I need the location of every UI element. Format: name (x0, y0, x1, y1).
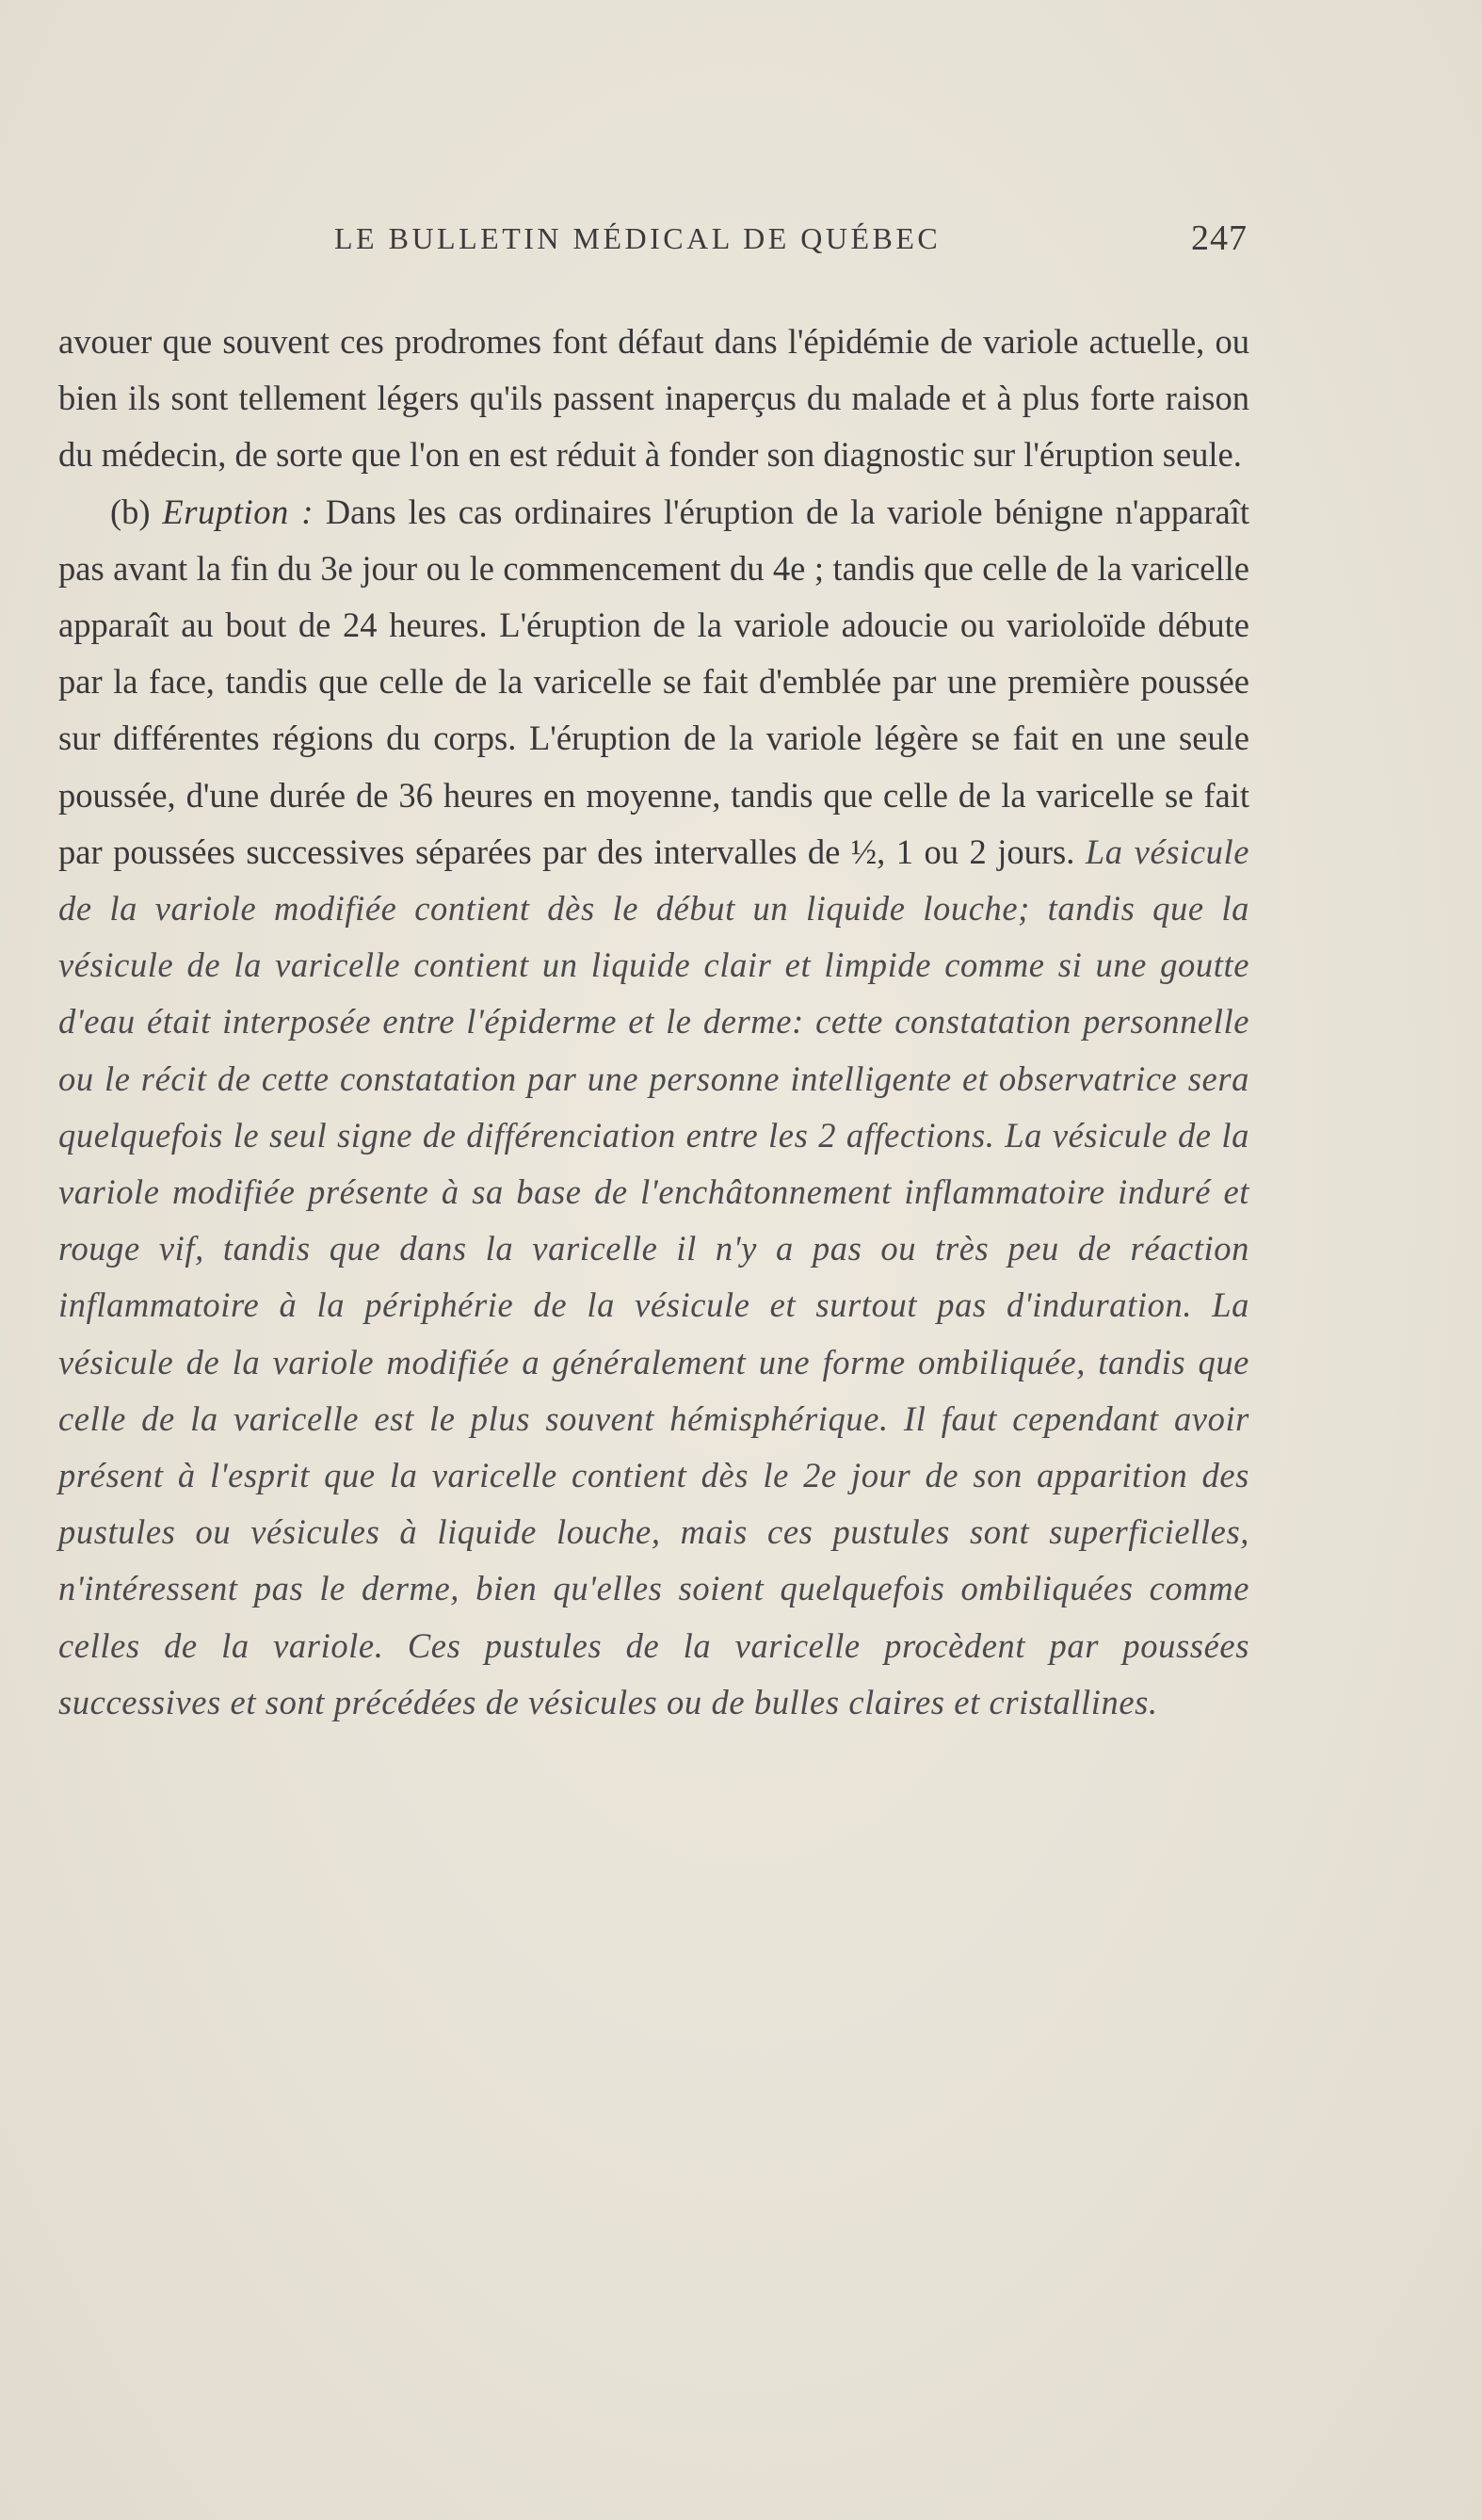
body-text (58, 314, 1249, 1731)
section-heading: Eruption : (162, 492, 314, 531)
running-title: LE BULLETIN MÉDICAL DE QUÉBEC (334, 221, 942, 255)
vesicle-comparison-text: La vésicule de la variole modifiée contient dès le début un liquide louche; tandis que la vésicule de la varicelle contient un liquide clair et limpide comme si une goutte d'eau était interposée entre l'épiderme et le derme: cette constatation personnelle ou le récit de cette constatation par une personne intelligente et observatrice sera quelquefois le seul signe de différenciation entre les 2 affections. La vésicule de la variole modifiée présente à sa base de l'enchâtonnement inflammatoire induré et rouge vif, tandis que dans la varicelle il n'y a pas ou très peu de réaction inflammatoire à la périphérie de la vésicule et surtout pas d'induration. La vésicule de la variole modifiée a généralement une forme ombiliquée, tandis que celle de la varicelle est le plus souvent hémisphérique. Il faut cependant avoir présent à l'esprit que la varicelle contient dès le 2e jour de son apparition des pustules ou vésicules à liquide louche, mais ces pustules sont superficielles, n'intéressent pas le derme, bien qu'elles soient quelquefois ombiliquées comme celles de la variole. Ces pustules de la varicelle procèdent par poussées successives et sont précédées de vésicules ou de bulles claires et cristallines. (58, 832, 1250, 1721)
eruption-text: Dans les cas ordinaires l'éruption de la variole bénigne n'apparaît pas avant la fin du 3e jour ou le commencement du 4e ; tandis que celle de la varicelle apparaît au bout de 24 heures. L'éruption de la variole adoucie ou varioloïde débute par la face, tandis que celle de la varicelle se fait d'emblée par une première poussée sur différentes régions du corps. L'éruption de la variole légère se fait en une seule poussée, d'une durée de 36 heures en moyenne, tandis que celle de la varicelle se fait par poussées successives séparées par des intervalles de ½, 1 ou 2 jours. (58, 492, 1249, 871)
running-header (334, 215, 1248, 262)
section-label: (b) (110, 492, 151, 531)
paragraph-prodromes: avouer que souvent ces prodromes font défaut dans l'épidémie de variole actuelle, ou bien ils sont tellement légers qu'ils passent inaperçus du malade et à plus forte raison du médecin, de sorte que l'on en est réduit à fonder son diagnostic sur l'éruption seule. (58, 322, 1249, 475)
paragraph-eruption (58, 484, 1249, 1731)
page-number: 247 (1191, 218, 1248, 258)
